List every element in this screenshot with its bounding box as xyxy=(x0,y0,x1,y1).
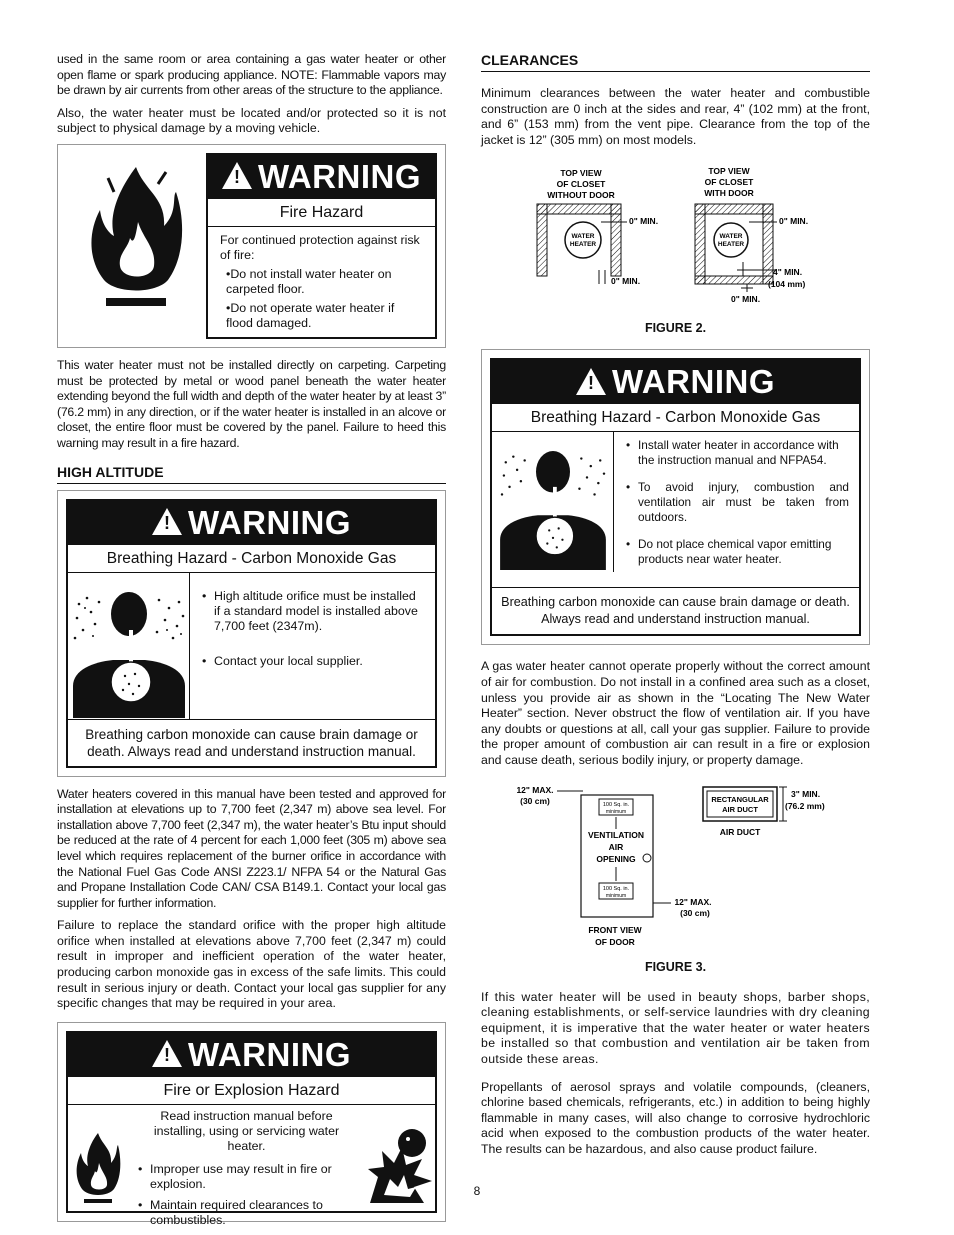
fig3-vent-area: minimum xyxy=(605,892,627,899)
warning-footer: Breathing carbon monoxide can cause brain damage or death. Always read and understand instruction manual. xyxy=(492,587,859,634)
warning-triangle-icon: ! xyxy=(152,508,182,535)
heater-label: HEATER xyxy=(717,241,745,249)
fire-hazard-warning xyxy=(57,144,446,348)
combustion-air-paragraph: A gas water heater cannot operate properly without the correct amount of air for combustion. Do not install in a confined area such as a closet, unless you provide air as shown in the “Locating The New Water Heater” section. Never obstruct the flow of ventilation air. If you have any doubts or questions at all, call your gas supplier. Failure to provide the proper amount of combustion air can result in a fire or explosion and cause death, serious bodily injury, or property damage. xyxy=(481,659,870,767)
warning-bullet: • Do not place chemical vapor emitting products near water heater. xyxy=(626,537,849,567)
intro-paragraph-2: Also, the water heater must be located and/or protected so it is not subject to physical damage by a moving vehicle. xyxy=(57,105,446,136)
warning-subtitle: Breathing Hazard - Carbon Monoxide Gas xyxy=(68,545,435,573)
warning-triangle-icon: ! xyxy=(222,162,252,189)
water-heater-symbol xyxy=(565,222,601,258)
clearances-heading: CLEARANCES xyxy=(481,52,870,72)
clearances-paragraph: Minimum clearances between the water heater and combustible construction are 0 inch at the sides and rear, 4” (102 mm) at the front, and 6” (153 mm) from the vent pipe. Clearance from the top of the jacket is 12” (305 mm) on most models. xyxy=(481,86,870,147)
fig3-air-duct-label: AIR DUCT xyxy=(719,826,761,837)
fig2-clearance-label: (104 mm) xyxy=(768,279,806,290)
warning-subtitle: Breathing Hazard - Carbon Monoxide Gas xyxy=(492,404,859,432)
figure-3 xyxy=(481,785,870,974)
co-pictogram xyxy=(492,432,614,572)
warning-banner: ! WARNING xyxy=(492,360,859,404)
fig2-left-title: OF CLOSET xyxy=(556,179,606,190)
fig2-left-title: TOP VIEW xyxy=(560,168,602,179)
person-breathing-gas-icon xyxy=(69,574,189,718)
fig2-right-title: WITH DOOR xyxy=(704,188,754,199)
figure-3-caption: FIGURE 3. xyxy=(644,959,707,974)
right-column xyxy=(481,52,870,1164)
heater-label: HEATER xyxy=(569,241,597,249)
figure-2-caption: FIGURE 2. xyxy=(644,321,707,336)
high-altitude-heading: HIGH ALTITUDE xyxy=(57,464,446,484)
fig3-dimension-label: 3" MIN. xyxy=(791,788,821,799)
warning-triangle-icon: ! xyxy=(576,368,606,395)
fig3-vent-label: VENTILATION xyxy=(587,829,645,840)
fig3-dimension-label: (30 cm) xyxy=(520,795,550,806)
heater-label: WATER xyxy=(571,233,595,241)
water-heater-symbol xyxy=(714,223,748,257)
heater-label: WATER xyxy=(719,233,743,241)
warning-bullet: •Do not operate water heater if flood damaged. xyxy=(226,300,395,330)
aerosol-paragraph: Propellants of aerosol sprays and volatile compounds, (cleaners, chlorine based chemicals, refrigerants, etc.) in addition to being highly flammable in many cases, will also change to corrosive hydrochloric acid when exposed to the combustion products of the water heater. The results can be hazardous, and also cause product failure. xyxy=(481,1079,870,1156)
warning-bullet: • Contact your local supplier. xyxy=(202,654,425,669)
warning-bullet: • High altitude orifice must be installed if a standard model is installed above 7,700 feet (2347m). xyxy=(202,589,425,634)
ventilation-opening-diagram xyxy=(481,785,870,953)
fig2-left-title: WITHOUT DOOR xyxy=(547,190,615,201)
fig3-vent-label: AIR xyxy=(608,841,624,852)
fig3-vent-label: OPENING xyxy=(596,853,636,864)
fig2-right-title: TOP VIEW xyxy=(708,166,750,177)
warning-banner: ! WARNING xyxy=(68,1033,435,1077)
fig3-vent-area: minimum xyxy=(605,808,627,815)
fig3-dimension-label: 12" MAX. xyxy=(516,784,554,795)
warning-bullet: • To avoid injury, combustion and ventilation air must be taken from outdoors. xyxy=(626,480,849,525)
fig2-clearance-label: 0" MIN. xyxy=(629,216,659,227)
closet-clearance-diagram xyxy=(481,166,870,316)
carpet-paragraph: This water heater must not be installed directly on carpeting. Carpeting must be protected by metal or wood panel beneath the water heater extending beyond the full width and depth of the water heater by at least 3” (76.2 mm) in any direction, or if the water heater is installed in an alcove or closet, the entire floor must be covered by the panel. Failure to heed this warning may result in a fire hazard. xyxy=(57,357,446,450)
fig3-duct-label: RECTANGULAR xyxy=(711,794,769,804)
warning-banner: ! WARNING xyxy=(208,155,435,199)
altitude-paragraph-1: Water heaters covered in this manual have been tested and approved for installation at elevations up to 7,700 feet (2,347 m) above sea level. For installation above 7,700 feet (2,347 m), the water heater’s Btu input should be reduced at the rate of 4 percent for each 1,000 feet (305 m) above sea level which requires replacement of the burner orifice in accordance with the National Fuel Gas Code ANSI Z223.1/ NFPA 54 or the Natural Gas and Propane Installation Code CAN/ CSA B149.1. Contact your local gas supplier for further information. xyxy=(57,786,446,910)
co-pictogram xyxy=(68,573,190,719)
flame-pictogram xyxy=(66,153,206,321)
fig3-front-view-label: FRONT VIEW xyxy=(588,924,642,935)
warning-lead: Read instruction manual before installing, using or servicing water heater. xyxy=(153,1108,340,1153)
warning-banner: ! WARNING xyxy=(68,501,435,545)
warning-triangle-icon: ! xyxy=(152,1040,182,1067)
warning-bullet: • Install water heater in accordance with the instruction manual and NFPA54. xyxy=(626,438,849,468)
warning-footer: Breathing carbon monoxide can cause brain damage or death. Always read and understand instruction manual. xyxy=(68,719,435,766)
door-knob-icon xyxy=(643,854,651,862)
figure-2 xyxy=(481,166,870,335)
fig3-dimension-label: (76.2 mm) xyxy=(785,800,825,811)
fig2-clearance-label: 0" MIN. xyxy=(779,216,809,227)
flame-icon xyxy=(86,162,186,312)
fig2-clearance-label: 0" MIN. xyxy=(611,276,641,287)
warning-lead: For continued protection against risk of fire: xyxy=(220,232,420,262)
warning-bullet: • Improper use may result in fire or explosion. xyxy=(138,1161,332,1191)
fig2-right-title: OF CLOSET xyxy=(704,177,754,188)
fig3-duct-label: AIR DUCT xyxy=(722,804,758,814)
warning-subtitle: Fire or Explosion Hazard xyxy=(68,1077,435,1105)
fig3-vent-area: 100 Sq. in. xyxy=(602,885,630,892)
fig3-front-view-label: OF DOOR xyxy=(595,936,635,947)
warning-subtitle: Fire Hazard xyxy=(208,199,435,227)
beauty-shops-paragraph: If this water heater will be used in beauty shops, barber shops, cleaning establishments, or self-service laundries with dry cleaning equipment, it is imperative that the water heater or water heaters be installed so that combustion and ventilation air be taken from outside these areas. xyxy=(481,989,870,1066)
page-number: 8 xyxy=(473,1184,481,1198)
altitude-paragraph-2: Failure to replace the standard orifice with the proper high altitude orifice when installed at elevations above 7,700 feet (2,347 m) could result in improper and inefficient operation of the water heater, producing carbon monoxide gas in excess of the safe limits. This could result in serious injury or death. Contact your local gas supplier for any specific changes that may be required in your area. xyxy=(57,918,446,1011)
co-warning xyxy=(481,349,870,645)
warning-bullet: • Maintain required clearances to combustibles. xyxy=(138,1197,323,1227)
fig3-vent-area: 100 Sq. in. xyxy=(602,801,630,808)
fig2-clearance-label: 0" MIN. xyxy=(731,294,761,305)
co-altitude-warning xyxy=(57,490,446,777)
intro-paragraph-1: used in the same room or area containing a gas water heater or other open flame or spark producing appliance. NOTE: Flammable vapors may be drawn by air currents from other areas of the structure to the appliance. xyxy=(57,52,446,98)
fig2-clearance-label: 4" MIN. xyxy=(773,267,803,278)
warning-bullet: •Do not install water heater on carpeted floor. xyxy=(226,266,392,296)
fig3-dimension-label: 12" MAX. xyxy=(674,896,712,907)
left-column xyxy=(57,52,446,1232)
person-breathing-gas-icon xyxy=(495,434,611,570)
fig3-dimension-label: (30 cm) xyxy=(680,907,710,918)
